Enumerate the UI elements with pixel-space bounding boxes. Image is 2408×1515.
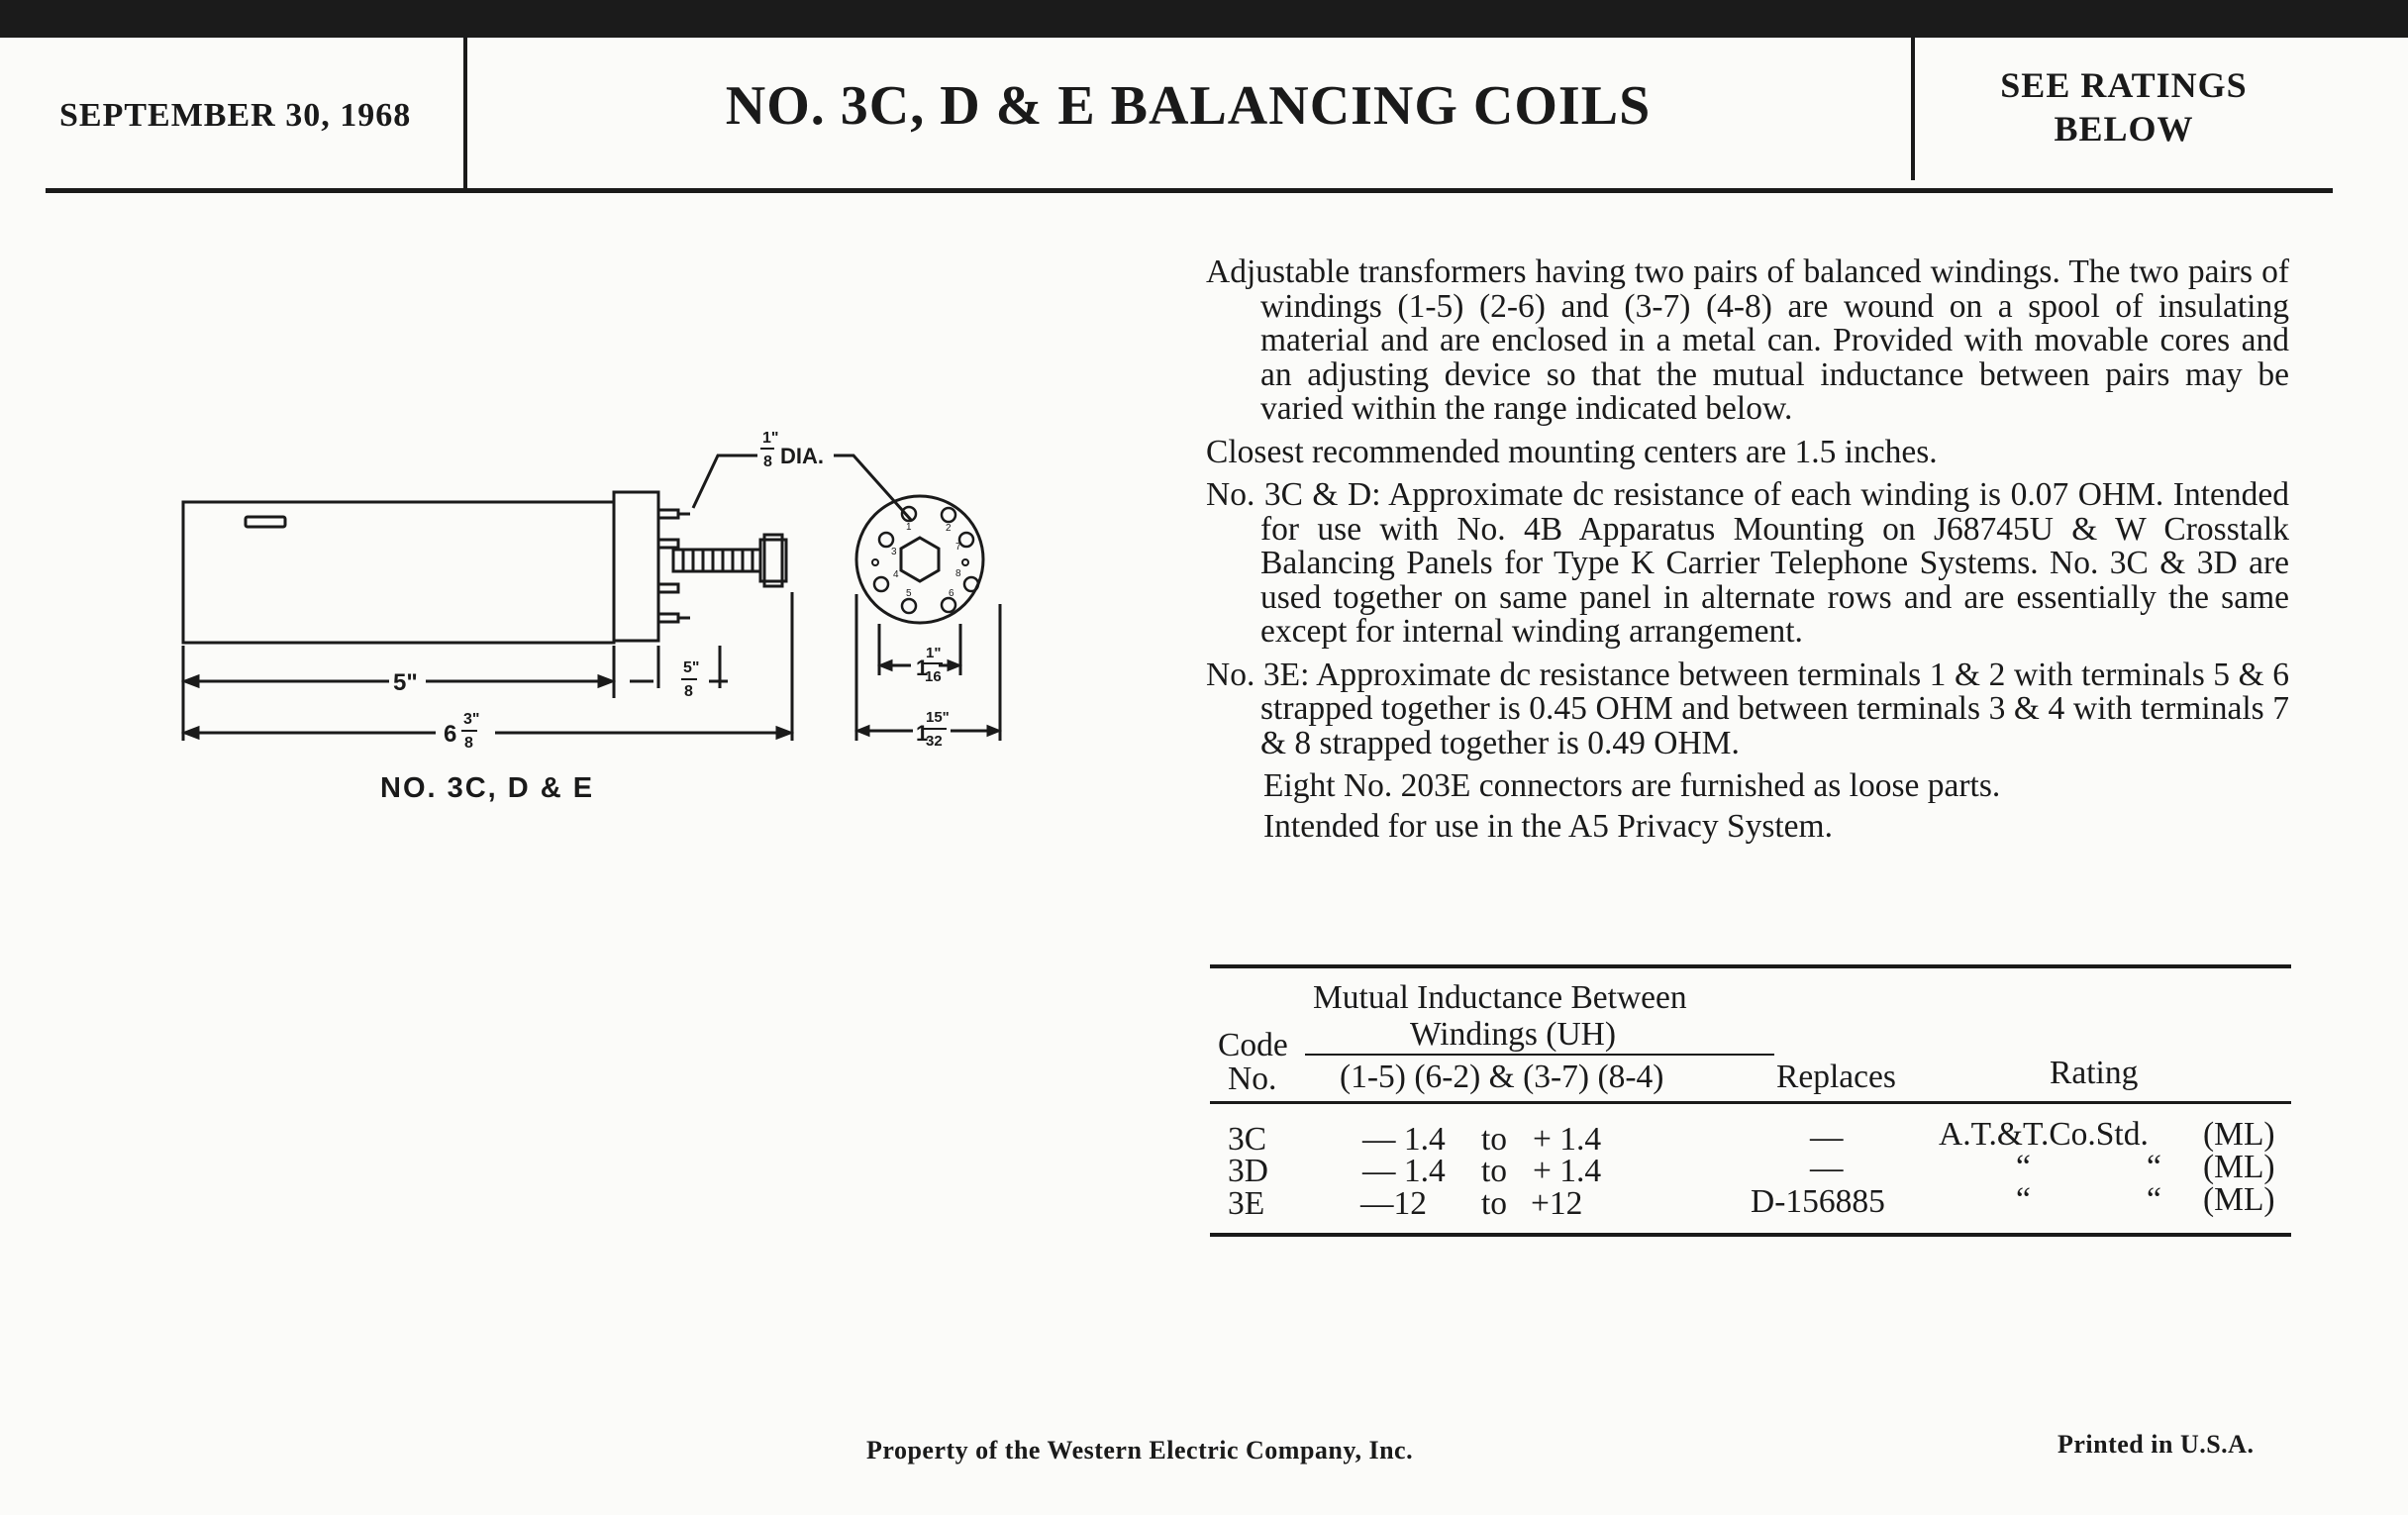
description-paragraph: Adjustable transformers having two pairs of balanced windings. The two pairs of windings (1-5) (2-6) and (3-7) (4-8) are wound on a spool of insulating material and are enclosed in a metal can. Provided with movable cores and an adjusting device so that the mutual inductance between pairs may be varied within the range indicated below.: [1206, 253, 2289, 427]
dim-6-whole: 6: [444, 721, 457, 748]
dia-fraction-num: 1": [762, 430, 779, 447]
adjusting-screw: [673, 535, 786, 586]
mi-header-line2: Windings (UH): [1410, 1016, 1617, 1053]
dim-1-16-den: 16: [925, 668, 942, 685]
terminal-number: 4: [893, 569, 899, 580]
dim-6-num: 3": [463, 711, 480, 728]
ratings-note-line2: BELOW: [2054, 109, 2194, 149]
lower-limit-cell: — 1.4: [1362, 1121, 1446, 1158]
terminal-number: 6: [949, 588, 954, 599]
dim-1-16-whole: 1: [916, 656, 929, 680]
code-cell: 3E: [1228, 1185, 1265, 1222]
rating-header: Rating: [2050, 1055, 2139, 1091]
description-paragraph: Closest recommended mounting centers are 1.5 inches.: [1206, 433, 1938, 470]
description-paragraph: Eight No. 203E connectors are furnished as loose parts.: [1263, 767, 2001, 804]
printed-notice: Printed in U.S.A.: [2057, 1430, 2255, 1459]
rating-cell: (ML): [2203, 1149, 2275, 1185]
property-notice: Property of the Western Electric Company, Inc.: [866, 1436, 1414, 1464]
lower-limit-cell: —12: [1360, 1185, 1427, 1222]
description: [1206, 255, 2289, 850]
to-cell: to: [1481, 1121, 1508, 1158]
rating-cell: A.T.&T.Co.Std.: [1939, 1116, 2149, 1153]
dim-5-8-den: 8: [684, 683, 693, 700]
rating-cell: (ML): [2203, 1116, 2275, 1153]
dim-1-15-whole: 1: [916, 721, 929, 746]
description-paragraph: Intended for use in the A5 Privacy System.: [1263, 807, 1833, 845]
terminal-number: 7: [955, 542, 961, 553]
issue-date: SEPTEMBER 30, 1968: [59, 97, 412, 134]
table-bottom-rule: [1210, 1233, 2291, 1237]
description-paragraph: No. 3E: Approximate dc resistance between terminals 1 & 2 with terminals 5 & 6 strapped together is 0.45 OHM and between terminals 3 & 4 with terminals 7 & 8 strapped together is 0.49 OHM.: [1206, 656, 2289, 761]
to-cell: to: [1481, 1185, 1508, 1222]
mi-header-underline: [1305, 1054, 1774, 1056]
can-slot-mark: [246, 517, 285, 527]
table-top-rule: [1210, 964, 2291, 968]
code-cell: 3D: [1228, 1153, 1268, 1189]
rating-cell: “: [2147, 1149, 2161, 1185]
replaces-cell: D-156885: [1751, 1183, 1885, 1220]
rating-cell: (ML): [2203, 1181, 2275, 1218]
windings-header: (1-5) (6-2) & (3-7) (8-4): [1340, 1059, 1664, 1095]
code-cell: 3C: [1228, 1121, 1267, 1158]
code-header-line2: No.: [1228, 1060, 1277, 1097]
dia-fraction-den: 8: [763, 454, 772, 470]
coil-base-flange: [614, 492, 658, 641]
to-cell: to: [1481, 1153, 1508, 1189]
replaces-cell: —: [1810, 1119, 1844, 1156]
terminal-number: 8: [955, 568, 961, 579]
table-header-rule: [1210, 1101, 2291, 1104]
page-title: NO. 3C, D & E BALANCING COILS: [725, 75, 1652, 137]
dim-1-15-den: 32: [926, 733, 943, 750]
dim-5-8-num: 5": [683, 659, 700, 676]
description-paragraph: No. 3C & D: Approximate dc resistance of each winding is 0.07 OHM. Intended for use with No. 4B Apparatus Mounting on J68745U & W Crosstalk Balancing Panels for Type K Carrier Telephone Systems. No. 3C & 3D are used together on same panel in alternate rows and are essentially the same except for internal winding arrangement.: [1206, 476, 2289, 650]
end-view-small-dots: [872, 559, 968, 565]
terminal-number: 3: [891, 547, 897, 557]
dia-leader-right: [834, 455, 911, 520]
dia-label: DIA.: [780, 444, 824, 468]
terminal-number: 2: [946, 523, 952, 534]
drawing-caption: NO. 3C, D & E: [380, 772, 595, 804]
terminal-number: 5: [906, 588, 912, 599]
end-view-hex-nut: [901, 538, 939, 581]
code-header-line1: Code: [1218, 1027, 1288, 1063]
rating-cell: “: [2016, 1149, 2031, 1185]
dia-leader-left: [693, 455, 757, 508]
dim-1-16-num: 1": [926, 645, 942, 661]
upper-limit-cell: + 1.4: [1533, 1153, 1602, 1189]
replaces-header: Replaces: [1776, 1059, 1896, 1095]
upper-limit-cell: +12: [1531, 1185, 1583, 1222]
lower-limit-cell: — 1.4: [1362, 1153, 1446, 1189]
ratings-note-line1: SEE RATINGS: [2000, 65, 2248, 105]
dim-1-15-num: 15": [926, 709, 950, 726]
terminal-number: 1: [906, 522, 912, 533]
dim-5-label: 5": [393, 669, 418, 696]
dim-6-den: 8: [464, 735, 473, 752]
rating-cell: “: [2016, 1181, 2031, 1218]
coil-can-body: [183, 502, 614, 643]
mi-header-line1: Mutual Inductance Between: [1313, 979, 1687, 1016]
replaces-cell: —: [1810, 1150, 1844, 1186]
upper-limit-cell: + 1.4: [1533, 1121, 1602, 1158]
rating-cell: “: [2147, 1181, 2161, 1218]
